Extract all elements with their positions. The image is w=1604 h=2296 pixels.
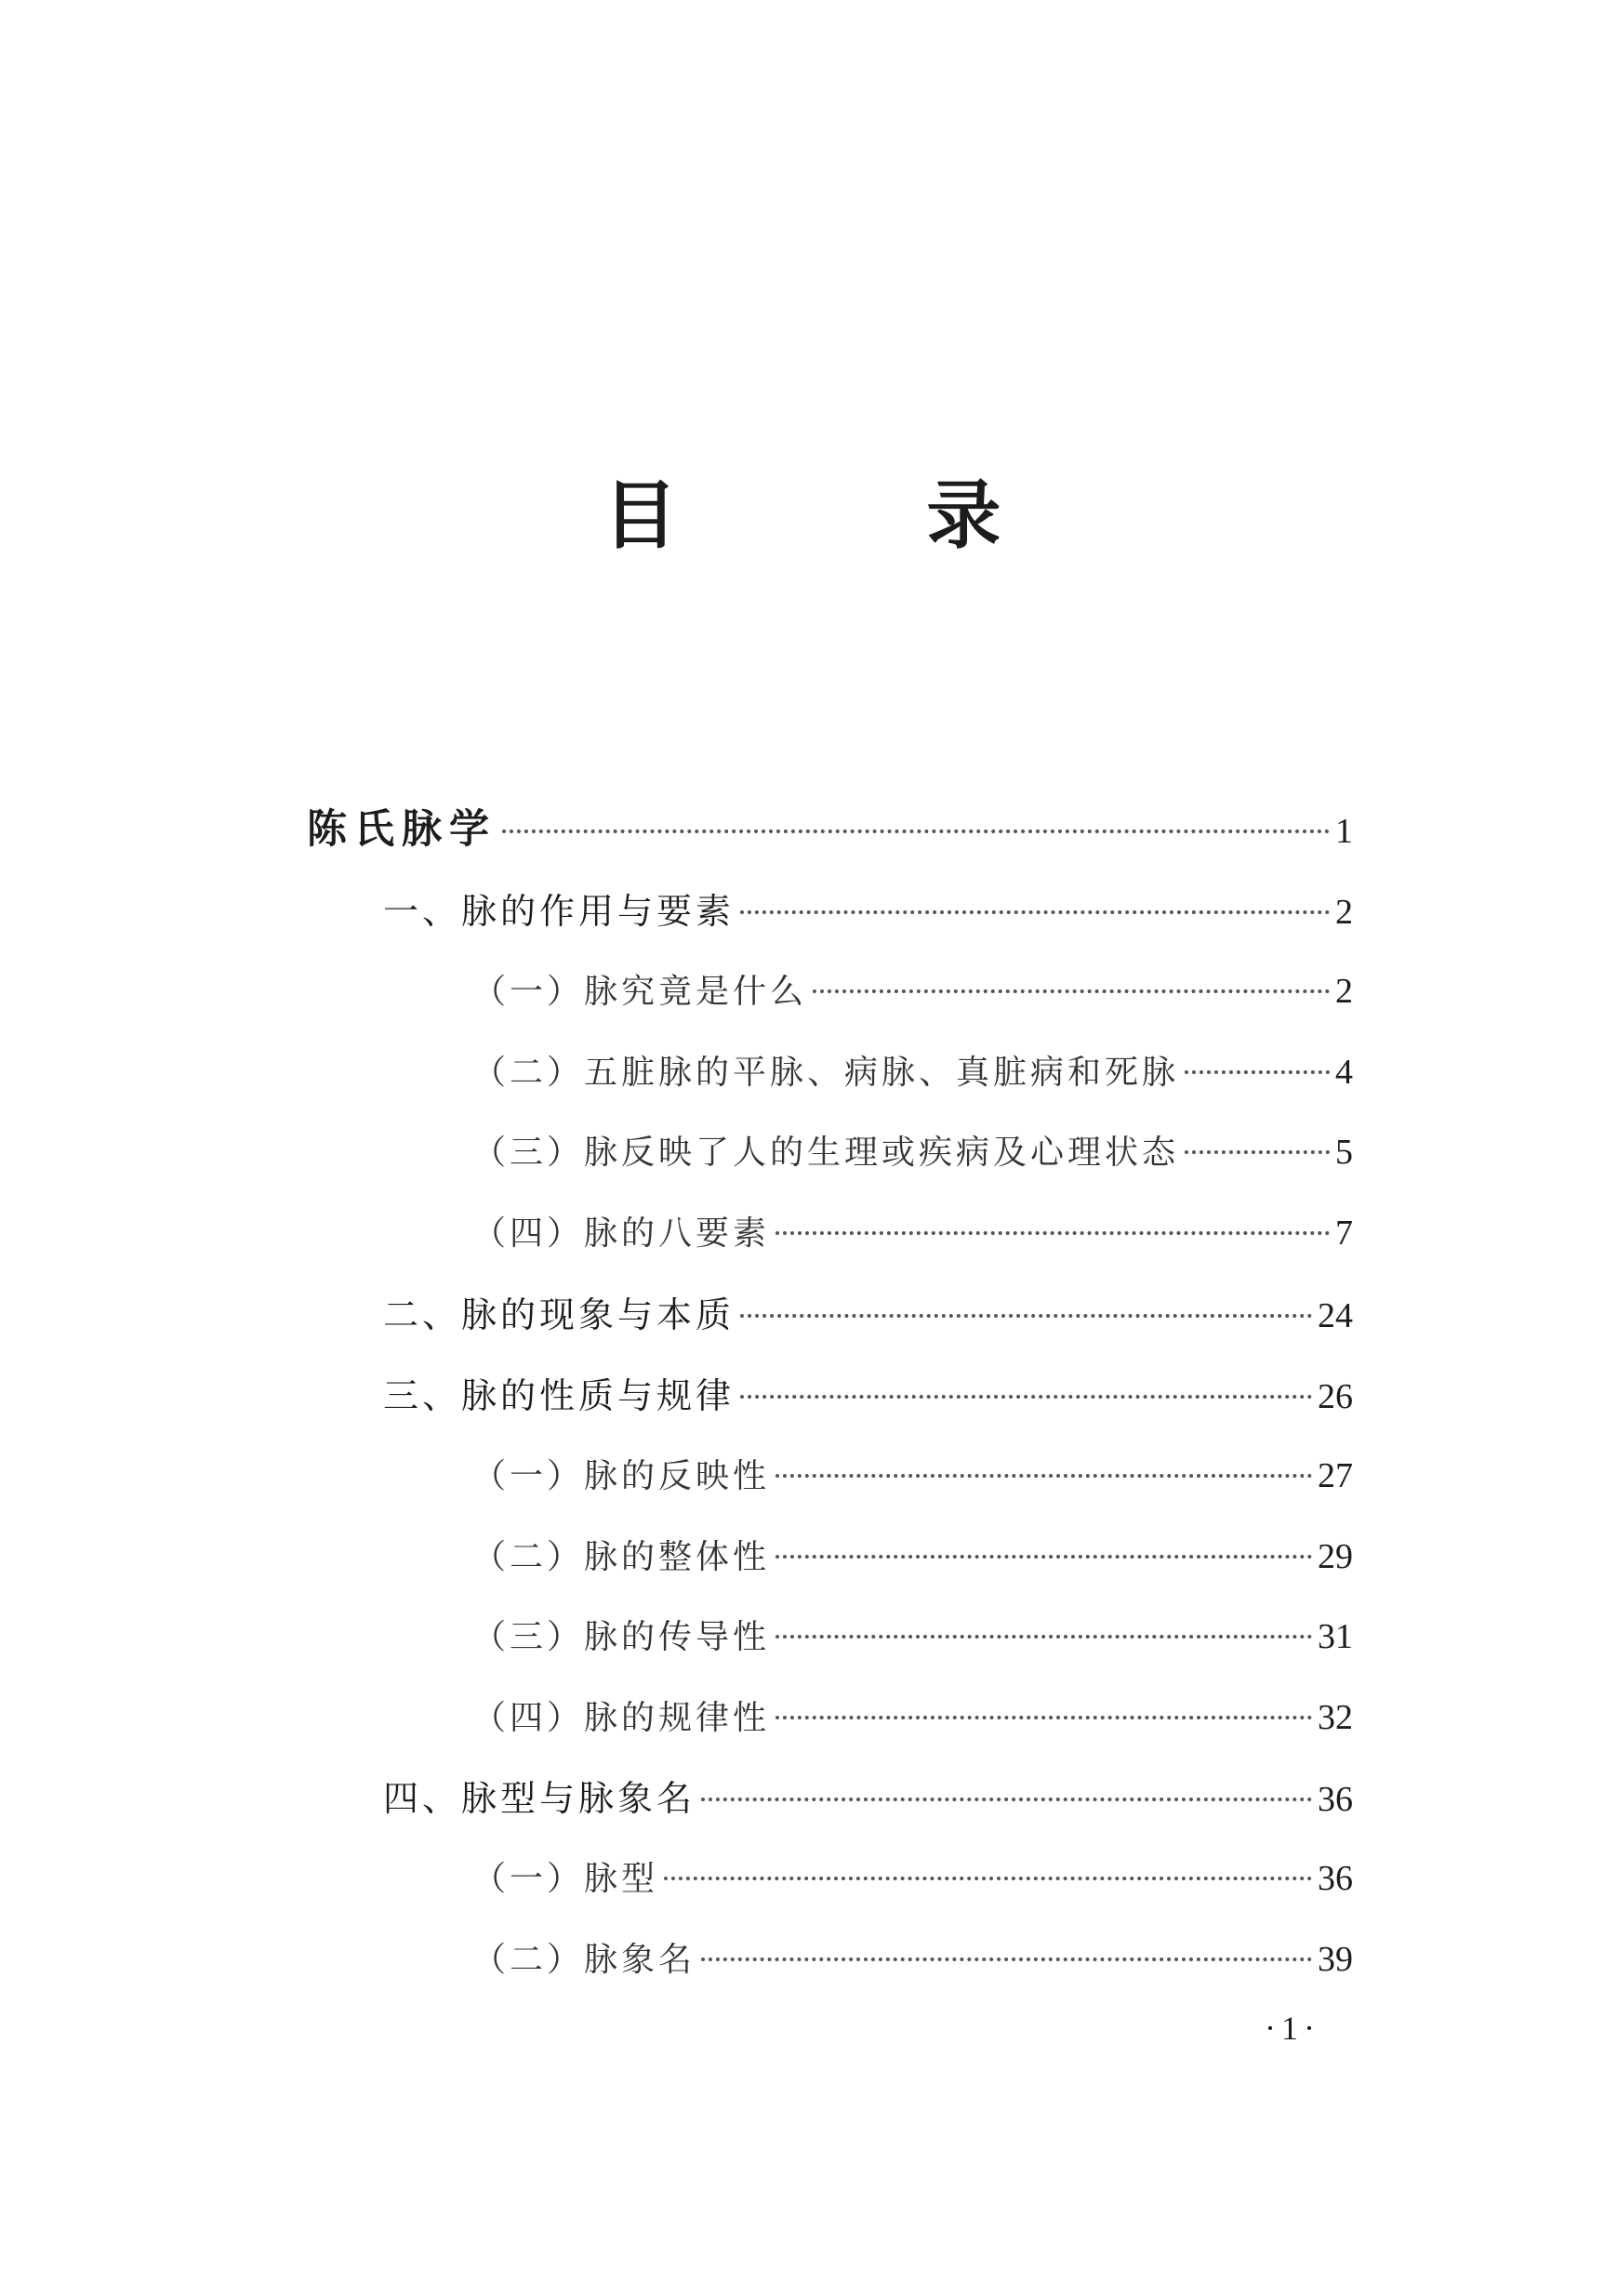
- toc-page-number: 5: [1335, 1133, 1353, 1172]
- toc-entry-label: 三、脉的性质与规律: [383, 1375, 736, 1416]
- toc-entry-label: （一）脉究竟是什么: [472, 973, 808, 1011]
- toc-entry[interactable]: [383, 1771, 1353, 1826]
- toc-leader-dots: [775, 1555, 1312, 1559]
- toc-page-number: 7: [1335, 1214, 1353, 1253]
- toc-leader-dots: [775, 1474, 1312, 1478]
- toc-leader-dots: [740, 910, 1330, 914]
- toc-entry[interactable]: [383, 1368, 1353, 1424]
- toc-page-number: 29: [1318, 1537, 1353, 1576]
- toc-leader-dots: [813, 989, 1330, 993]
- toc-leader-dots: [701, 1958, 1312, 1961]
- toc-page-number: 36: [1318, 1859, 1353, 1898]
- toc-entry-label: 一、脉的作用与要素: [383, 891, 736, 932]
- toc-page-number: 26: [1318, 1377, 1353, 1416]
- toc-page-number: 2: [1335, 972, 1353, 1011]
- toc-entry-label: （二）脉象名: [472, 1941, 696, 1979]
- toc-leader-dots: [740, 1395, 1312, 1399]
- toc-entry-label: （一）脉的反映性: [472, 1457, 771, 1495]
- toc-page-number: 31: [1318, 1617, 1353, 1656]
- toc-page-number: 36: [1318, 1780, 1353, 1819]
- page-title: 目 录: [603, 472, 1113, 559]
- toc-entry-label: 陈氏脉学: [307, 806, 497, 853]
- toc-entry[interactable]: [472, 1044, 1353, 1100]
- toc-page-number: 4: [1335, 1053, 1353, 1092]
- toc-entry[interactable]: [383, 883, 1353, 939]
- toc-entry-label: （三）脉反映了人的生理或疾病及心理状态: [472, 1134, 1180, 1172]
- toc-entry[interactable]: [472, 1529, 1353, 1585]
- toc-entry-label: （四）脉的八要素: [472, 1214, 771, 1253]
- toc-leader-dots: [775, 1716, 1312, 1719]
- page-number-footer: ·1·: [1265, 2010, 1320, 2047]
- toc-page-number: 27: [1318, 1456, 1353, 1495]
- toc-entry[interactable]: [472, 1205, 1353, 1261]
- toc-entry[interactable]: [472, 1931, 1353, 1987]
- toc-leader-dots: [664, 1877, 1312, 1880]
- toc-entry[interactable]: [307, 802, 1353, 857]
- toc-entry[interactable]: [472, 1609, 1353, 1665]
- toc-entry-label: （二）脉的整体性: [472, 1538, 771, 1576]
- toc-entry[interactable]: [472, 1124, 1353, 1180]
- toc-page-number: 2: [1335, 893, 1353, 932]
- toc-entry-label: （一）脉型: [472, 1860, 659, 1898]
- toc-entry[interactable]: [383, 1287, 1353, 1343]
- toc-leader-dots: [1185, 1150, 1330, 1154]
- toc-entry[interactable]: [472, 963, 1353, 1019]
- toc-page-number: 39: [1318, 1940, 1353, 1979]
- toc-leader-dots: [775, 1635, 1312, 1639]
- toc-entry-label: 四、脉型与脉象名: [383, 1778, 696, 1819]
- toc-entry-label: （四）脉的规律性: [472, 1699, 771, 1737]
- toc-entry-label: （三）脉的传导性: [472, 1618, 771, 1656]
- toc-entry-label: （二）五脏脉的平脉、病脉、真脏病和死脉: [472, 1054, 1180, 1092]
- toc-page-number: 1: [1335, 812, 1353, 851]
- toc-leader-dots: [701, 1798, 1312, 1801]
- toc-entry[interactable]: [472, 1448, 1353, 1504]
- toc-leader-dots: [775, 1231, 1330, 1235]
- toc-entry-label: 二、脉的现象与本质: [383, 1294, 736, 1335]
- toc-leader-dots: [740, 1314, 1312, 1318]
- toc-page-number: 32: [1318, 1698, 1353, 1737]
- toc-page-number: 24: [1318, 1296, 1353, 1335]
- toc-leader-dots: [1185, 1070, 1330, 1074]
- toc-entry[interactable]: [472, 1690, 1353, 1745]
- toc-entry[interactable]: [472, 1851, 1353, 1906]
- toc-leader-dots: [502, 829, 1330, 833]
